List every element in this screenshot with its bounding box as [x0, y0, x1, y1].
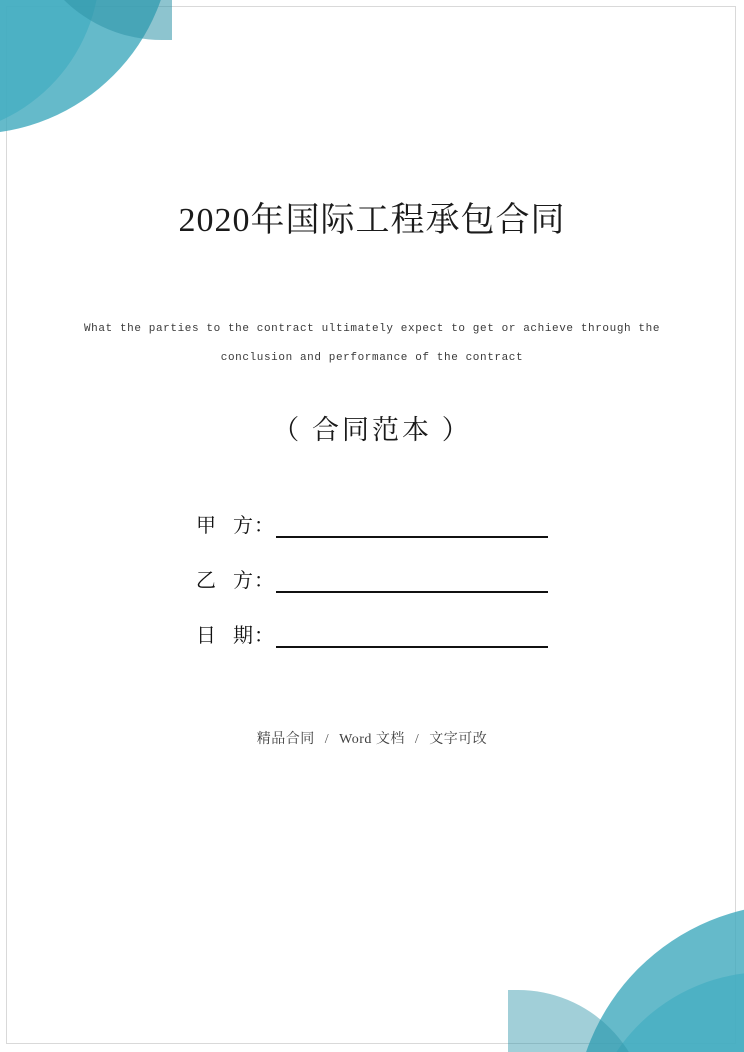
english-subtitle-line-1: What the parties to the contract ultimately expect to get or achieve through the [83, 323, 661, 335]
footer-separator-1: / [324, 732, 330, 748]
field-input-party-a[interactable] [276, 516, 548, 538]
decorative-petal-bottom-right-dark [508, 990, 648, 1052]
field-label-party-a-suffix: 方： [233, 515, 275, 538]
page-title: 2020年国际工程承包合同 [178, 202, 566, 239]
field-label-party-b [196, 564, 275, 593]
english-subtitle-line-2: conclusion and performance of the contract [220, 351, 524, 364]
field-input-date[interactable] [276, 626, 548, 648]
document-subtitle: （ 合同范本 ） [272, 415, 472, 446]
field-label-party-b-char: 乙 [196, 570, 217, 593]
footer-item-1: 精品合同 [256, 732, 315, 748]
field-label-date-suffix: 期： [233, 625, 275, 648]
field-row-date [196, 619, 548, 648]
signature-fields [196, 447, 548, 648]
decorative-petal-bottom-right-light [586, 972, 744, 1052]
field-label-date-char: 日 [196, 625, 217, 648]
field-label-date [196, 619, 275, 648]
footer-item-3: 文字可改 [429, 732, 488, 748]
footer-separator-2: / [414, 732, 420, 748]
field-label-party-a-char: 甲 [196, 515, 217, 538]
footer-item-2: Word 文档 [339, 732, 405, 748]
field-row-party-a [196, 509, 548, 538]
english-subtitle [72, 241, 672, 372]
field-label-party-a [196, 509, 275, 538]
field-input-party-b[interactable] [276, 571, 548, 593]
decorative-petal-bottom-right-mid [574, 904, 744, 1052]
footer-note [72, 674, 672, 748]
field-label-party-b-suffix: 方： [233, 570, 275, 593]
field-row-party-b [196, 564, 548, 593]
